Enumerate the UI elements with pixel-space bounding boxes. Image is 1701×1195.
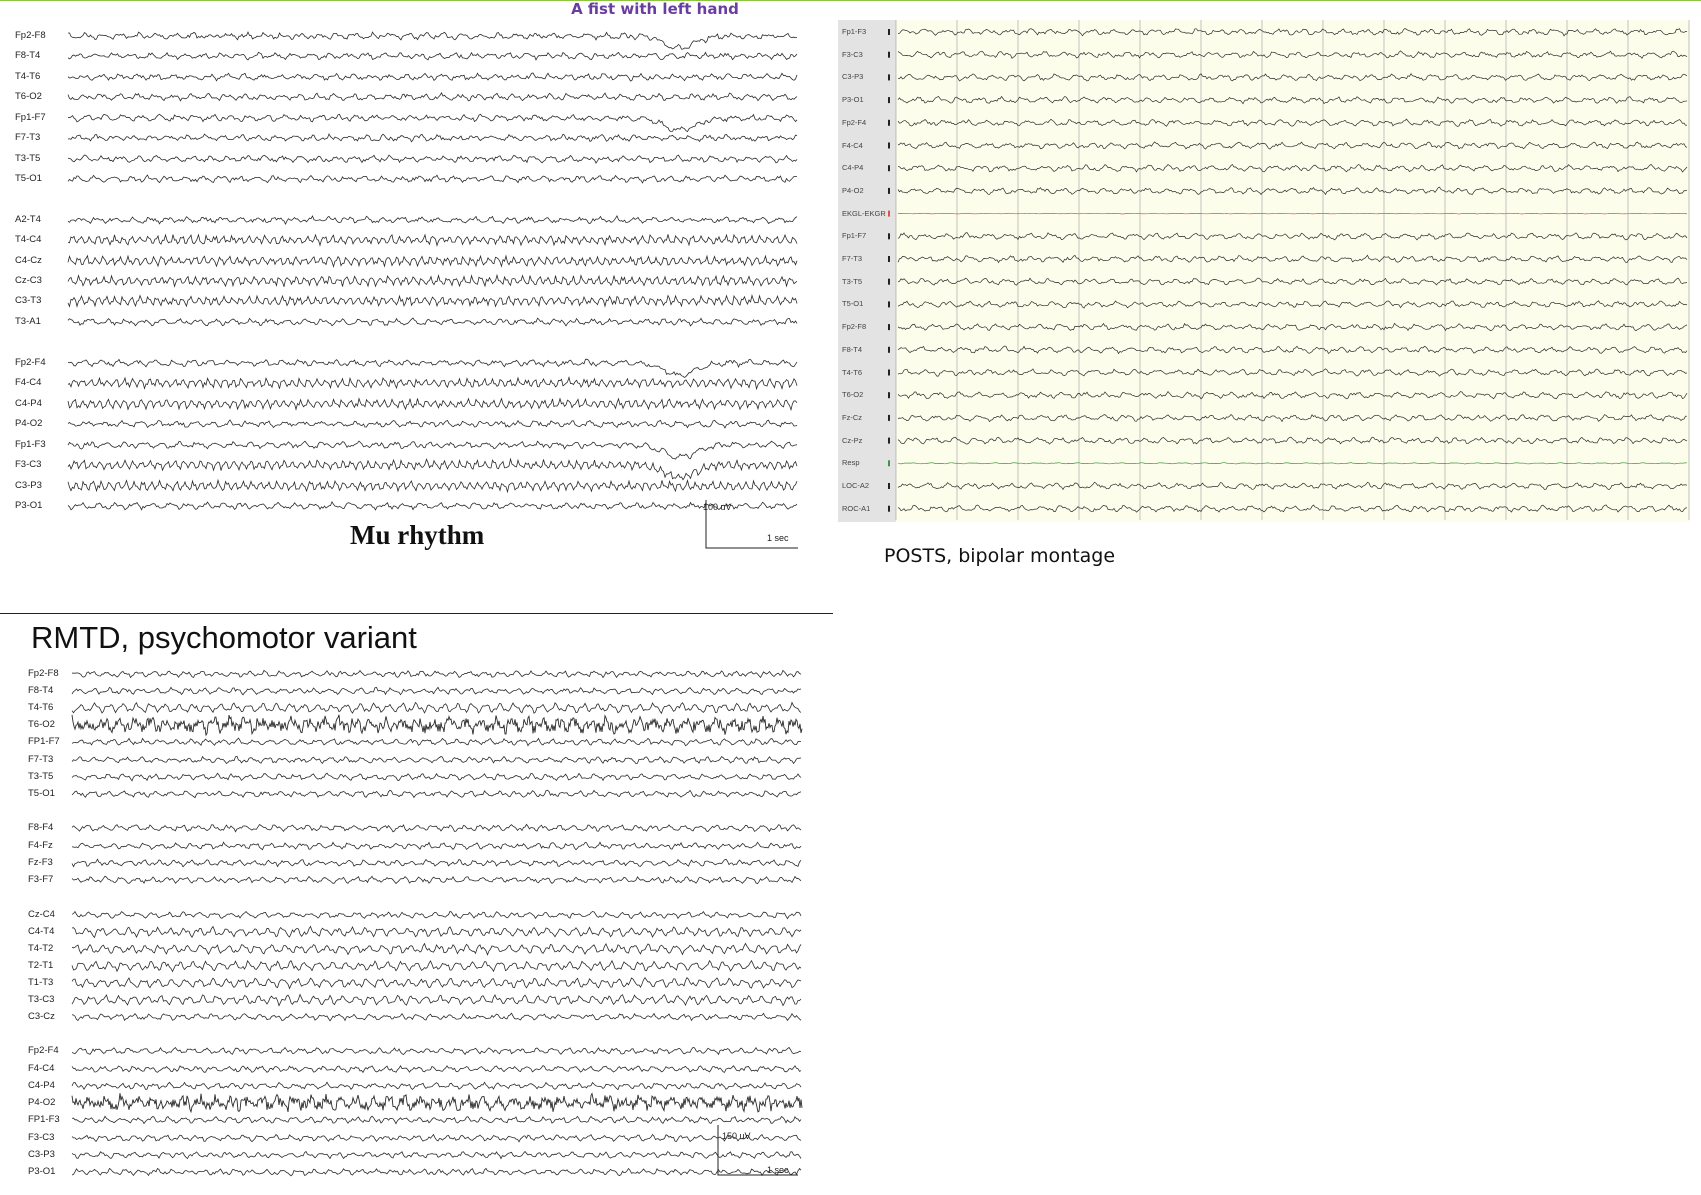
posts-channel-marker xyxy=(888,506,890,512)
rmtd-trace-Cz-C4 xyxy=(72,911,801,918)
panel-divider xyxy=(0,613,833,614)
mu-channel-label: F7-T3 xyxy=(15,132,41,143)
rmtd-channel-label: F8-T4 xyxy=(28,685,54,696)
rmtd-trace-T3-C3 xyxy=(72,995,801,1006)
posts-channel-marker xyxy=(888,279,890,285)
posts-channel-marker xyxy=(888,438,890,444)
mu-channel-label: T3-A1 xyxy=(15,316,41,327)
rmtd-channel-label: F4-C4 xyxy=(28,1063,55,1074)
mu-channel-label: P4-O2 xyxy=(15,418,43,429)
posts-channel-marker xyxy=(888,233,890,239)
rmtd-trace-FP1-F7 xyxy=(72,738,801,746)
posts-channel-label: Fp1-F3 xyxy=(842,27,867,36)
rmtd-channel-label: F3-C3 xyxy=(28,1132,55,1143)
rmtd-trace-T2-T1 xyxy=(72,961,801,972)
posts-trace-EKGL-EKGR xyxy=(898,213,1687,214)
posts-channel-marker xyxy=(888,120,890,126)
rmtd-channel-label: F3-F7 xyxy=(28,874,54,885)
mu-channel-label: C3-T3 xyxy=(15,295,42,306)
posts-trace-P3-O1 xyxy=(898,96,1687,103)
mu-scale-time: 1 sec xyxy=(767,533,789,543)
posts-trace-Fz-Cz xyxy=(898,415,1687,422)
rmtd-channel-label: T1-T3 xyxy=(28,977,54,988)
mu-trace-C3-T3 xyxy=(68,296,797,307)
posts-channel-marker xyxy=(888,29,890,35)
mu-trace-Cz-C3 xyxy=(68,275,797,287)
mu-channel-label: P3-O1 xyxy=(15,500,43,511)
posts-channel-label: Resp xyxy=(842,458,860,468)
mu-trace-F7-T3 xyxy=(68,134,797,142)
rmtd-trace-F7-T3 xyxy=(72,756,801,763)
posts-channel-label: LOC-A2 xyxy=(842,481,870,490)
posts-channel-label: F4-C4 xyxy=(842,140,863,150)
rmtd-trace-T3-T5 xyxy=(72,773,801,781)
rmtd-scale-time: 1 sec xyxy=(767,1165,789,1175)
mu-channel-label: Cz-C3 xyxy=(15,275,42,286)
rmtd-trace-C3-P3 xyxy=(72,1152,801,1159)
mu-trace-Fp1-F7 xyxy=(68,114,797,131)
rmtd-trace-Fp2-F8 xyxy=(72,670,801,677)
posts-channel-label: T4-T6 xyxy=(842,367,863,377)
mu-channel-label: T4-C4 xyxy=(15,234,42,245)
rmtd-traces xyxy=(0,620,815,1195)
rmtd-channel-label: P4-O2 xyxy=(28,1097,56,1108)
rmtd-trace-T4-T6 xyxy=(72,703,801,714)
rmtd-trace-T4-T2 xyxy=(72,944,801,955)
mu-trace-T4-C4 xyxy=(68,234,797,245)
mu-channel-label: Fp1-F3 xyxy=(15,439,46,450)
rmtd-channel-label: Fp2-F8 xyxy=(28,668,59,679)
posts-channel-marker xyxy=(888,211,890,217)
posts-channel-label: Fz-Cz xyxy=(842,412,862,422)
rmtd-trace-C4-T4 xyxy=(72,926,801,937)
posts-eeg-panel xyxy=(838,18,1690,578)
posts-trace-LOC-A2 xyxy=(898,482,1687,489)
rmtd-title: RMTD, psychomotor variant xyxy=(31,620,417,655)
mu-channel-label: C4-P4 xyxy=(15,398,42,409)
mu-channel-label: T5-O1 xyxy=(15,173,42,184)
posts-channel-label: P4-O2 xyxy=(842,185,864,195)
rmtd-trace-F4-C4 xyxy=(72,1066,801,1073)
posts-channel-label: P3-O1 xyxy=(842,95,864,105)
posts-channel-marker xyxy=(888,324,890,330)
mu-trace-P4-O2 xyxy=(68,420,797,428)
mu-channel-label: Fp1-F7 xyxy=(15,112,46,123)
posts-channel-label: F3-C3 xyxy=(842,49,863,59)
rmtd-channel-label: T4-T2 xyxy=(28,943,54,954)
posts-channel-marker xyxy=(888,483,890,489)
posts-channel-label: C4-P4 xyxy=(842,163,864,173)
mu-trace-T5-O1 xyxy=(68,175,797,183)
mu-channel-label: F4-C4 xyxy=(15,377,42,388)
rmtd-channel-label: C3-P3 xyxy=(28,1149,55,1160)
posts-channel-label: Fp1-F7 xyxy=(842,231,867,241)
posts-channel-marker xyxy=(888,143,890,149)
posts-trace-T3-T5 xyxy=(898,278,1687,285)
rmtd-trace-Fz-F3 xyxy=(72,859,801,867)
mu-trace-P3-O1 xyxy=(68,502,797,510)
posts-title: POSTS, bipolar montage xyxy=(884,545,1116,567)
mu-trace-C4-P4 xyxy=(68,399,797,410)
posts-traces xyxy=(838,18,1690,578)
posts-channel-marker xyxy=(888,415,890,421)
mu-trace-A2-T4 xyxy=(68,216,797,224)
mu-scale-amplitude: 100 uV xyxy=(703,502,732,512)
posts-channel-label: T3-T5 xyxy=(842,276,863,286)
rmtd-channel-label: C3-Cz xyxy=(28,1011,55,1022)
posts-trace-C3-P3 xyxy=(898,74,1687,81)
mu-channel-label: C4-Cz xyxy=(15,255,42,266)
posts-trace-F4-C4 xyxy=(898,142,1687,149)
posts-trace-F8-T4 xyxy=(898,346,1687,354)
posts-channel-label: EKGL-EKGR xyxy=(842,208,886,218)
posts-trace-F7-T3 xyxy=(898,255,1687,262)
posts-channel-label: F8-T4 xyxy=(842,344,863,354)
posts-channel-label: Cz-Pz xyxy=(842,435,863,445)
rmtd-trace-F8-F4 xyxy=(72,824,801,831)
rmtd-channel-label: T4-T6 xyxy=(28,702,54,713)
mu-channel-label: Fp2-F4 xyxy=(15,357,46,368)
mu-channel-label: F3-C3 xyxy=(15,459,42,470)
rmtd-channel-label: Cz-C4 xyxy=(28,909,55,920)
posts-channel-marker xyxy=(888,256,890,262)
posts-channel-marker xyxy=(888,460,890,466)
posts-trace-T4-T6 xyxy=(898,369,1687,376)
rmtd-trace-C4-P4 xyxy=(72,1082,801,1089)
posts-channel-label: Fp2-F8 xyxy=(842,322,867,332)
rmtd-trace-C3-Cz xyxy=(72,1013,801,1021)
posts-trace-C4-P4 xyxy=(898,164,1687,172)
rmtd-channel-label: T3-C3 xyxy=(28,994,55,1005)
rmtd-channel-label: Fz-F3 xyxy=(28,857,53,868)
rmtd-trace-T5-O1 xyxy=(72,790,801,797)
mu-rhythm-title: Mu rhythm xyxy=(350,520,485,550)
rmtd-channel-label: C4-P4 xyxy=(28,1080,55,1091)
rmtd-channel-label: FP1-F3 xyxy=(28,1114,60,1125)
mu-trace-T6-O2 xyxy=(68,93,797,101)
rmtd-trace-T1-T3 xyxy=(72,978,801,989)
posts-trace-Fp1-F7 xyxy=(898,233,1687,240)
mu-trace-T4-T6 xyxy=(68,73,797,81)
rmtd-channel-label: F7-T3 xyxy=(28,754,54,765)
rmtd-channel-label: T6-O2 xyxy=(28,719,55,730)
mu-channel-label: T4-T6 xyxy=(15,71,41,82)
rmtd-channel-label: T3-T5 xyxy=(28,771,54,782)
rmtd-channel-label: F4-Fz xyxy=(28,840,53,851)
posts-channel-marker xyxy=(888,165,890,171)
mu-channel-label: T3-T5 xyxy=(15,153,41,164)
posts-trace-Resp xyxy=(898,463,1687,464)
mu-trace-C3-P3 xyxy=(68,480,797,492)
mu-trace-F4-C4 xyxy=(68,378,797,389)
rmtd-channel-label: T2-T1 xyxy=(28,960,54,971)
rmtd-eeg-panel xyxy=(0,620,815,1195)
mu-trace-Fp1-F3 xyxy=(68,441,797,459)
posts-channel-label: C3-P3 xyxy=(842,72,864,82)
mu-trace-Fp2-F8 xyxy=(68,32,797,49)
rmtd-trace-FP1-F3 xyxy=(72,1116,801,1123)
rmtd-trace-F3-F7 xyxy=(72,876,801,883)
posts-channel-label: T6-O2 xyxy=(842,390,864,400)
mu-trace-F3-C3 xyxy=(68,459,797,480)
posts-trace-Fp2-F8 xyxy=(898,323,1687,330)
mu-channel-label: F8-T4 xyxy=(15,50,41,61)
posts-channel-label: F7-T3 xyxy=(842,254,863,263)
rmtd-channel-label: F8-F4 xyxy=(28,822,54,833)
posts-channel-marker xyxy=(888,74,890,80)
rmtd-channel-label: Fp2-F4 xyxy=(28,1045,59,1056)
posts-trace-Cz-Pz xyxy=(898,437,1687,444)
posts-channel-marker xyxy=(888,188,890,194)
mu-channel-label: T6-O2 xyxy=(15,91,42,102)
rmtd-trace-F3-C3 xyxy=(72,1135,801,1142)
mu-trace-F8-T4 xyxy=(68,52,797,60)
rmtd-scale-amplitude: 150 uV xyxy=(722,1131,751,1141)
posts-trace-F3-C3 xyxy=(898,51,1687,59)
posts-trace-P4-O2 xyxy=(898,187,1687,194)
mu-channel-label: Fp2-F8 xyxy=(15,30,46,41)
mu-trace-Fp2-F4 xyxy=(68,359,797,377)
posts-trace-Fp2-F4 xyxy=(898,119,1687,127)
mu-trace-T3-T5 xyxy=(68,155,797,163)
rmtd-channel-label: C4-T4 xyxy=(28,926,55,937)
rmtd-trace-Fp2-F4 xyxy=(72,1048,801,1055)
posts-channel-marker xyxy=(888,392,890,398)
posts-channel-label: ROC-A1 xyxy=(842,503,871,513)
rmtd-channel-label: T5-O1 xyxy=(28,788,55,799)
rmtd-channel-label: FP1-F7 xyxy=(28,736,60,747)
posts-channel-label: Fp2-F4 xyxy=(842,117,867,127)
mu-trace-C4-Cz xyxy=(68,256,797,267)
rmtd-trace-T6-O2 xyxy=(72,715,802,735)
rmtd-channel-label: P3-O1 xyxy=(28,1166,56,1177)
mu-trace-T3-A1 xyxy=(68,318,797,326)
posts-trace-T6-O2 xyxy=(898,392,1687,399)
rmtd-trace-P3-O1 xyxy=(72,1168,801,1175)
posts-channel-marker xyxy=(888,301,890,307)
rmtd-trace-F4-Fz xyxy=(72,842,801,850)
mu-channel-label: C3-P3 xyxy=(15,480,42,491)
mu-channel-label: A2-T4 xyxy=(15,214,41,225)
posts-channel-marker xyxy=(888,347,890,353)
rmtd-trace-F8-T4 xyxy=(72,687,801,695)
rmtd-trace-P4-O2 xyxy=(72,1093,802,1112)
posts-channel-label: T5-O1 xyxy=(842,299,864,309)
posts-channel-marker xyxy=(888,370,890,376)
mu-traces xyxy=(0,0,800,560)
posts-trace-ROC-A1 xyxy=(898,505,1687,512)
posts-trace-Fp1-F3 xyxy=(898,28,1687,35)
mu-rhythm-eeg-panel xyxy=(0,0,800,560)
posts-channel-marker xyxy=(888,52,890,58)
posts-trace-T5-O1 xyxy=(898,301,1687,308)
posts-channel-marker xyxy=(888,97,890,103)
mu-event-caption: A fist with left hand xyxy=(571,0,739,18)
